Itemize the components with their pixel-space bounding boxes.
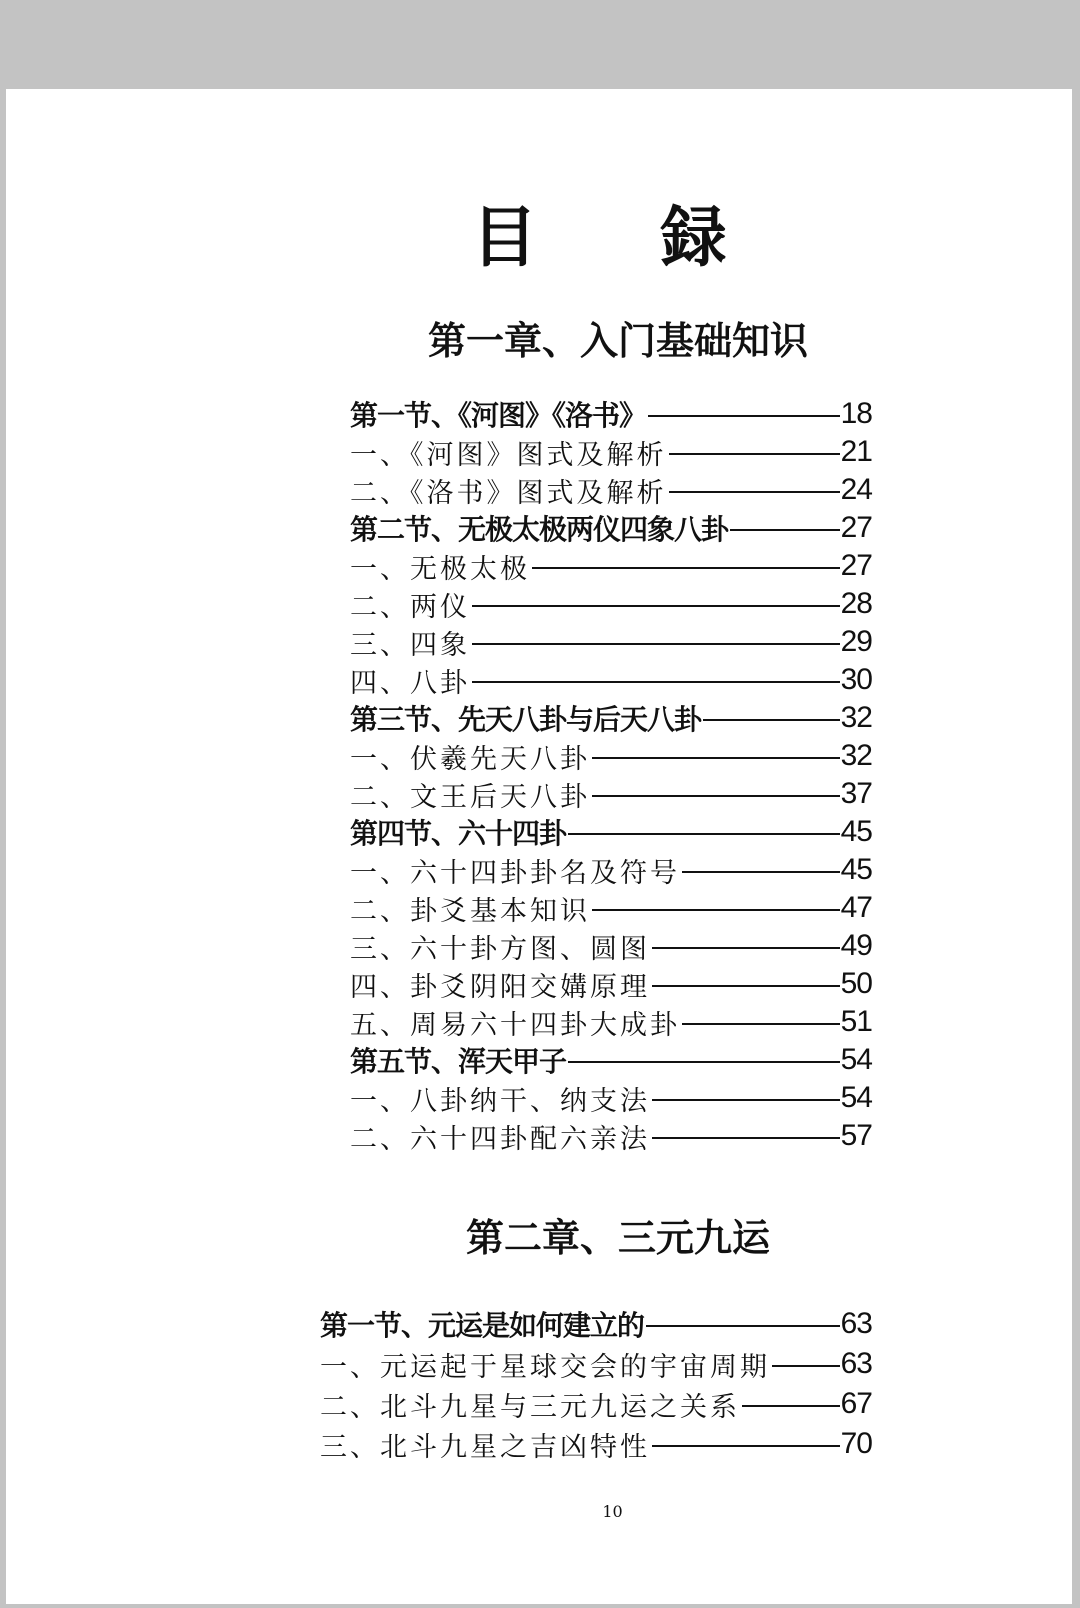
- toc-page-number: 30: [840, 663, 872, 696]
- toc-entry-label: 二、两仪: [350, 591, 470, 623]
- toc-page-number: 67: [840, 1387, 872, 1420]
- page-title: 目 録: [471, 199, 777, 276]
- toc-entry-label: 三、六十卦方图、圆图: [350, 933, 650, 965]
- toc-entry-label: 二、六十四卦配六亲法: [350, 1123, 650, 1155]
- toc-item-entry: [350, 890, 872, 926]
- toc-leader-line: [742, 1405, 840, 1407]
- chapter-heading: 第一章、入门基础知识: [427, 319, 808, 363]
- toc-page-number: 63: [840, 1347, 872, 1380]
- toc-entry-label: 二、卦爻基本知识: [350, 895, 590, 927]
- toc-section-entry: [350, 1042, 872, 1078]
- toc-item-entry: [350, 852, 872, 888]
- toc-leader-line: [652, 1099, 840, 1101]
- toc-leader-line: [472, 643, 840, 645]
- toc-page-number: 54: [840, 1043, 872, 1076]
- toc-page-number: 37: [840, 777, 872, 810]
- toc-entry-label: 四、卦爻阴阳交媾原理: [350, 971, 650, 1003]
- toc-leader-line: [532, 567, 840, 569]
- toc-item-entry: [350, 586, 872, 622]
- toc-entry-label: 第一节、《河图》《洛书》: [350, 399, 647, 432]
- toc-page-number: 32: [840, 701, 872, 734]
- toc-leader-line: [646, 1325, 840, 1327]
- toc-page-number: 50: [840, 967, 872, 1000]
- toc-page-number: 32: [840, 739, 872, 772]
- toc-item-entry: [320, 1346, 872, 1382]
- toc-entry-label: 第五节、浑天甲子: [350, 1045, 567, 1078]
- toc-leader-line: [568, 833, 840, 835]
- toc-item-entry: [350, 776, 872, 812]
- toc-entry-label: 二、北斗九星与三元九运之关系: [320, 1391, 740, 1423]
- toc-leader-line: [592, 909, 840, 911]
- toc-page-number: 57: [840, 1119, 872, 1152]
- toc-leader-line: [652, 1445, 840, 1447]
- toc-page-number: 29: [840, 625, 872, 658]
- toc-leader-line: [703, 719, 840, 721]
- toc-leader-line: [669, 453, 840, 455]
- toc-page-number: 54: [840, 1081, 872, 1114]
- toc-section-entry: [350, 510, 872, 546]
- toc-item-entry: [350, 1004, 872, 1040]
- toc-entry-label: 一、元运起于星球交会的宇宙周期: [320, 1351, 770, 1383]
- toc-entry-label: 二、《洛书》图式及解析: [350, 477, 667, 509]
- toc-leader-line: [652, 1137, 840, 1139]
- toc-page-number: 18: [840, 397, 872, 430]
- toc-leader-line: [652, 947, 840, 949]
- toc-item-entry: [320, 1426, 872, 1462]
- toc-entry-label: 第二节、无极太极两仪四象八卦: [350, 513, 729, 546]
- toc-entry-label: 三、四象: [350, 629, 470, 661]
- page-number: 10: [602, 1502, 623, 1521]
- toc-entry-label: 一、伏羲先天八卦: [350, 743, 590, 775]
- toc-page-number: 47: [840, 891, 872, 924]
- toc-item-entry: [350, 1118, 872, 1154]
- toc-item-entry: [320, 1386, 872, 1422]
- toc-entry-label: 第四节、六十四卦: [350, 817, 567, 850]
- chapter-heading: 第二章、三元九运: [465, 1216, 770, 1260]
- toc-page-number: 45: [840, 853, 872, 886]
- toc-entry-label: 五、周易六十四卦大成卦: [350, 1009, 680, 1041]
- toc-entry-label: 一、八卦纳干、纳支法: [350, 1085, 650, 1117]
- toc-leader-line: [669, 491, 840, 493]
- toc-section-entry: [350, 700, 872, 736]
- toc-section-entry: [350, 396, 872, 432]
- toc-item-entry: [350, 738, 872, 774]
- toc-page-number: 49: [840, 929, 872, 962]
- toc-page-number: 27: [840, 549, 872, 582]
- toc-page-number: 28: [840, 587, 872, 620]
- toc-leader-line: [652, 985, 840, 987]
- toc-leader-line: [730, 529, 840, 531]
- toc-entry-label: 第一节、元运是如何建立的: [320, 1309, 645, 1342]
- toc-entry-label: 二、文王后天八卦: [350, 781, 590, 813]
- toc-entry-label: 三、北斗九星之吉凶特性: [320, 1431, 650, 1463]
- toc-item-entry: [350, 472, 872, 508]
- toc-leader-line: [568, 1061, 840, 1063]
- toc-page-number: 63: [840, 1307, 872, 1340]
- toc-item-entry: [350, 624, 872, 660]
- toc-page-number: 45: [840, 815, 872, 848]
- toc-page-number: 24: [840, 473, 872, 506]
- toc-item-entry: [350, 966, 872, 1002]
- toc-leader-line: [682, 1023, 840, 1025]
- toc-page-number: 51: [840, 1005, 872, 1038]
- toc-page-number: 70: [840, 1427, 872, 1460]
- toc-leader-line: [682, 871, 840, 873]
- toc-leader-line: [472, 681, 840, 683]
- toc-section-entry: [350, 814, 872, 850]
- toc-leader-line: [592, 757, 840, 759]
- toc-page-number: 27: [840, 511, 872, 544]
- toc-leader-line: [772, 1365, 840, 1367]
- toc-item-entry: [350, 1080, 872, 1116]
- toc-entry-label: 四、八卦: [350, 667, 470, 699]
- toc-item-entry: [350, 548, 872, 584]
- toc-item-entry: [350, 928, 872, 964]
- toc-entry-label: 一、六十四卦卦名及符号: [350, 857, 680, 889]
- toc-leader-line: [592, 795, 840, 797]
- toc-section-entry: [320, 1306, 872, 1342]
- toc-entry-label: 第三节、先天八卦与后天八卦: [350, 703, 702, 736]
- toc-item-entry: [350, 662, 872, 698]
- toc-page-number: 21: [840, 435, 872, 468]
- toc-entry-label: 一、无极太极: [350, 553, 530, 585]
- toc-entry-label: 一、《河图》图式及解析: [350, 439, 667, 471]
- toc-leader-line: [648, 415, 840, 417]
- toc-leader-line: [472, 605, 840, 607]
- toc-item-entry: [350, 434, 872, 470]
